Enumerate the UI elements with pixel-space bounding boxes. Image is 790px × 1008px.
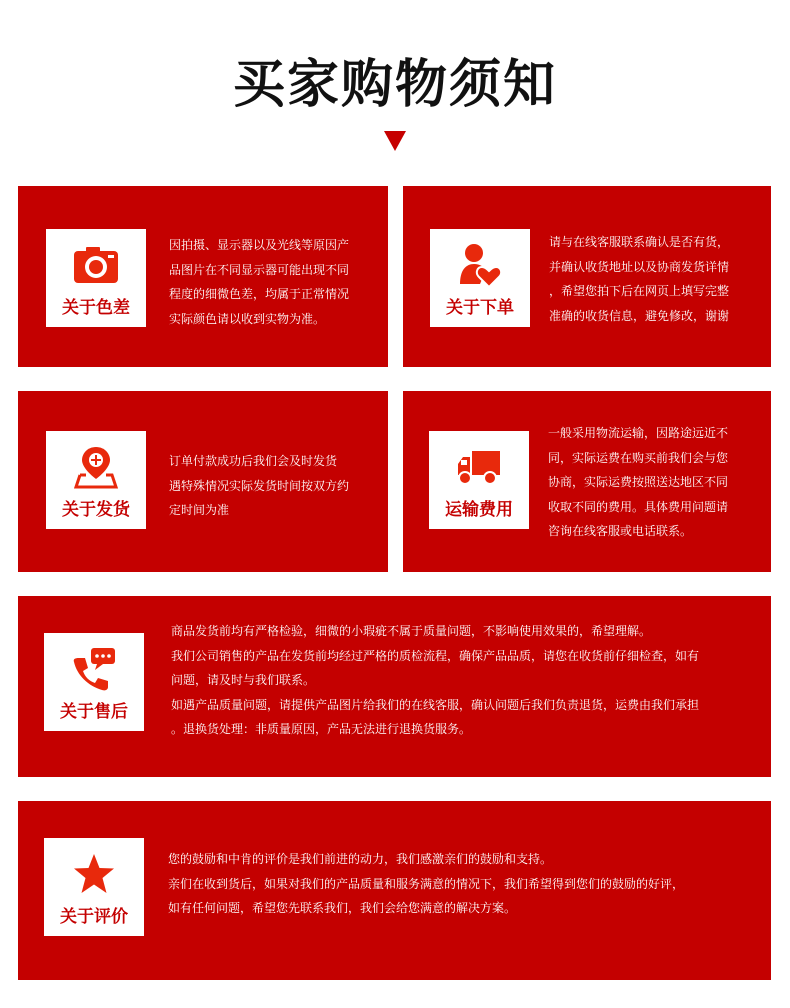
star-icon [72, 850, 116, 898]
card-label: 关于售后 [60, 702, 128, 722]
user-heart-icon [458, 241, 502, 289]
card-icon-box [46, 431, 146, 529]
text-line: 您的鼓励和中肯的评价是我们前进的动力，我们感激亲们的鼓励和支持。 [168, 852, 553, 866]
card-icon-box [44, 633, 144, 731]
text-line: 品图片在不同显示器可能出现不同 [169, 262, 350, 277]
chevron-down-icon [384, 131, 406, 151]
text-line: 我们公司销售的产品在发货前均经过严格的质检流程，确保产品品质，请您在收货前仔细检查，如有 [171, 648, 700, 663]
text-line: 商品发货前均有严格检验，细微的小瑕疵不属于质量问题，不影响使用效果的，希望理解。 [171, 624, 652, 638]
card-icon-box [46, 229, 146, 327]
card-reviews [18, 801, 771, 980]
card-after-sales [18, 596, 771, 777]
text-line: 如有任何问题，希望您先联系我们，我们会给您满意的解决方案。 [168, 901, 517, 915]
card-text [171, 619, 767, 742]
card-icon-box [429, 431, 529, 529]
text-line: 一般采用物流运输，因路途远近不 [548, 426, 729, 440]
truck-icon [456, 443, 502, 491]
card-label: 关于色差 [62, 298, 130, 318]
card-text [548, 421, 768, 544]
location-pin-icon [74, 443, 118, 491]
text-line: 咨询在线客服或电话联系。 [548, 524, 693, 538]
card-icon-box [430, 229, 530, 327]
card-label: 运输费用 [445, 500, 513, 520]
text-line: 问题，请及时与我们联系。 [171, 673, 316, 687]
phone-chat-icon [71, 645, 117, 693]
text-line: 并确认收货地址以及协商发货详情 [549, 259, 730, 274]
text-line: ，希望您拍下后在网页上填写完整 [549, 284, 730, 298]
text-line: 请与在线客服联系确认是否有货， [549, 235, 730, 249]
card-color-difference [18, 186, 388, 367]
text-line: 订单付款成功后我们会及时发货 [169, 454, 338, 468]
card-label: 关于评价 [60, 907, 128, 927]
text-line: 因拍摄、显示器以及光线等原因产 [169, 238, 350, 252]
text-line: 收取不同的费用。具体费用问题请 [548, 499, 729, 514]
text-line: 协商，实际运费按照送达地区不同 [548, 475, 729, 489]
card-text [169, 233, 379, 331]
page-title: 买家购物须知 [232, 54, 557, 115]
card-text [549, 230, 767, 328]
card-shipping [18, 391, 388, 572]
card-text [168, 847, 764, 921]
text-line: 同，实际运费在购买前我们会与您 [548, 450, 729, 465]
text-line: 亲们在收到货后，如果对我们的产品质量和服务满意的情况下，我们希望得到您们的鼓励的好评， [168, 876, 685, 891]
text-line: 遇特殊情况实际发货时间按双方约 [169, 478, 350, 493]
card-icon-box [44, 838, 144, 936]
card-shipping-cost [403, 391, 771, 572]
card-label: 关于发货 [62, 500, 130, 520]
text-line: 如遇产品质量问题，请提供产品图片给我们的在线客服，确认问题后我们负责退货，运费由我们承担 [171, 697, 700, 712]
text-line: 实际颜色请以收到实物为准。 [169, 311, 326, 326]
text-line: 程度的细微色差，均属于正常情况 [169, 287, 350, 301]
camera-icon [72, 241, 120, 289]
text-line: 准确的收货信息，避免修改，谢谢 [549, 308, 730, 323]
card-text [169, 449, 379, 523]
text-line: 定时间为准 [169, 503, 230, 517]
card-label: 关于下单 [446, 298, 514, 318]
text-line: 。退换货处理：非质量原因，产品无法进行退换货服务。 [171, 722, 472, 736]
card-ordering [403, 186, 771, 367]
